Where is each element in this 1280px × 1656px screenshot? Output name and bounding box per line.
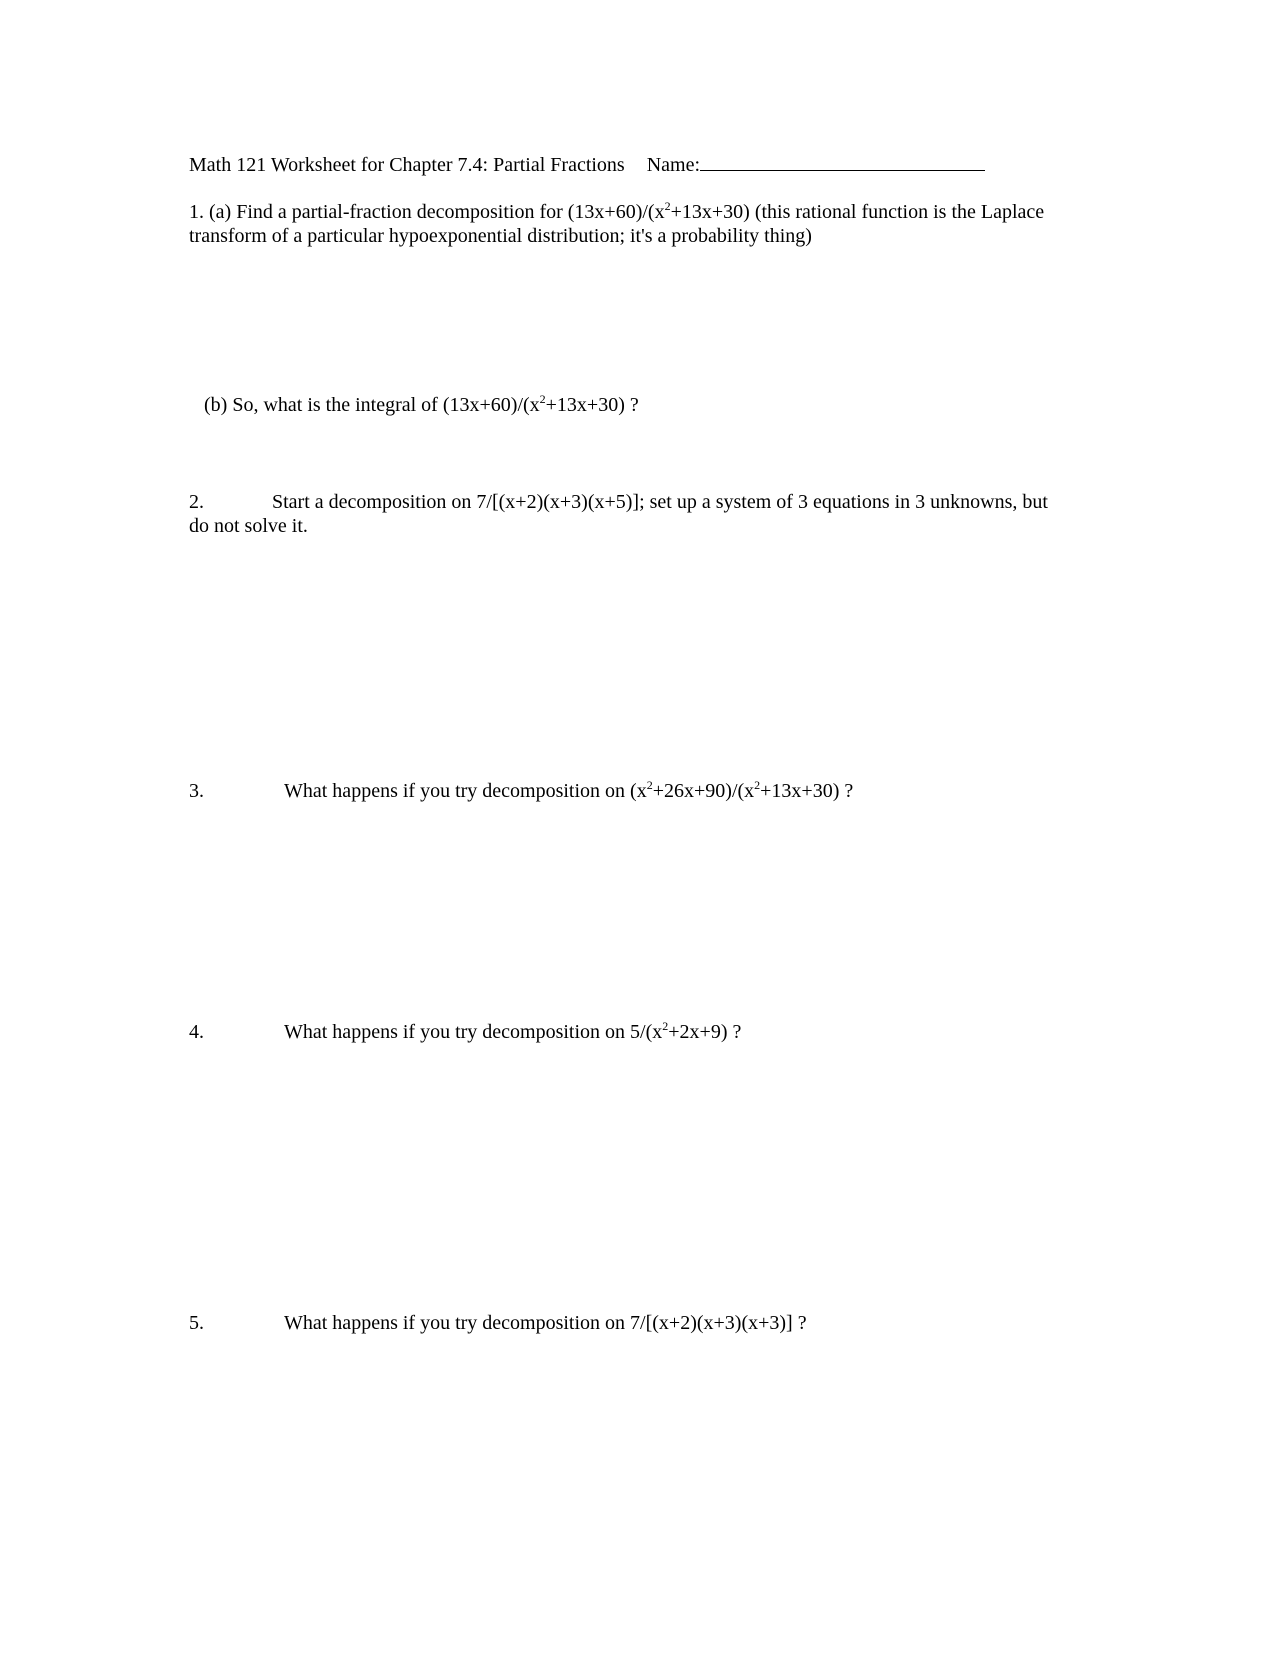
problem-1a-text-2: +13x+30) (this rational function is the Laplace [670,201,1045,223]
problem-1b-text-2: +13x+30) ? [545,394,639,416]
problem-2-text-2: do not solve it. [189,515,308,537]
problem-3-number: 3. [189,780,204,802]
exponent: 2 [754,778,761,792]
problem-2-line-2 [189,514,308,538]
name-blank-line[interactable] [700,152,985,171]
problem-5-number: 5. [189,1312,204,1334]
problem-1a-text-3: transform of a particular hypoexponential distribution; it's a probability thing) [189,225,812,247]
problem-1b [204,393,639,417]
name-label: Name: [646,154,701,176]
worksheet-header [189,152,985,177]
exponent: 2 [664,199,671,213]
problem-4-text-2: +2x+9) ? [668,1021,742,1043]
problem-4-text-1: What happens if you try decomposition on 5/(x [284,1021,663,1043]
problem-1b-text-1: (b) So, what is the integral of (13x+60)/(x [204,394,540,416]
exponent: 2 [539,392,546,406]
problem-1-number: 1. [189,201,204,223]
problem-1a-label: (a) [209,201,232,223]
problem-1a-line-1 [189,200,1044,224]
problem-3-text-1: What happens if you try decomposition on (x [284,780,647,802]
problem-1a-line-2 [189,224,812,248]
problem-4-text [284,1020,741,1044]
problem-3-text [284,779,853,803]
problem-2-number: 2. [189,491,204,513]
problem-2-text-1: Start a decomposition on 7/[(x+2)(x+3)(x+5)]; set up a system of 3 equations in 3 unknowns, but [272,491,1048,513]
worksheet-title: Math 121 Worksheet for Chapter 7.4: Partial Fractions [189,154,625,176]
problem-3-text-3: +13x+30) ? [760,780,854,802]
problem-1a-text-1: Find a partial-fraction decomposition for (13x+60)/(x [236,201,665,223]
exponent: 2 [662,1019,669,1033]
problem-5-text: What happens if you try decomposition on 7/[(x+2)(x+3)(x+3)] ? [284,1312,807,1334]
problem-4-number: 4. [189,1021,204,1043]
exponent: 2 [646,778,653,792]
problem-3-text-2: +26x+90)/(x [652,780,755,802]
